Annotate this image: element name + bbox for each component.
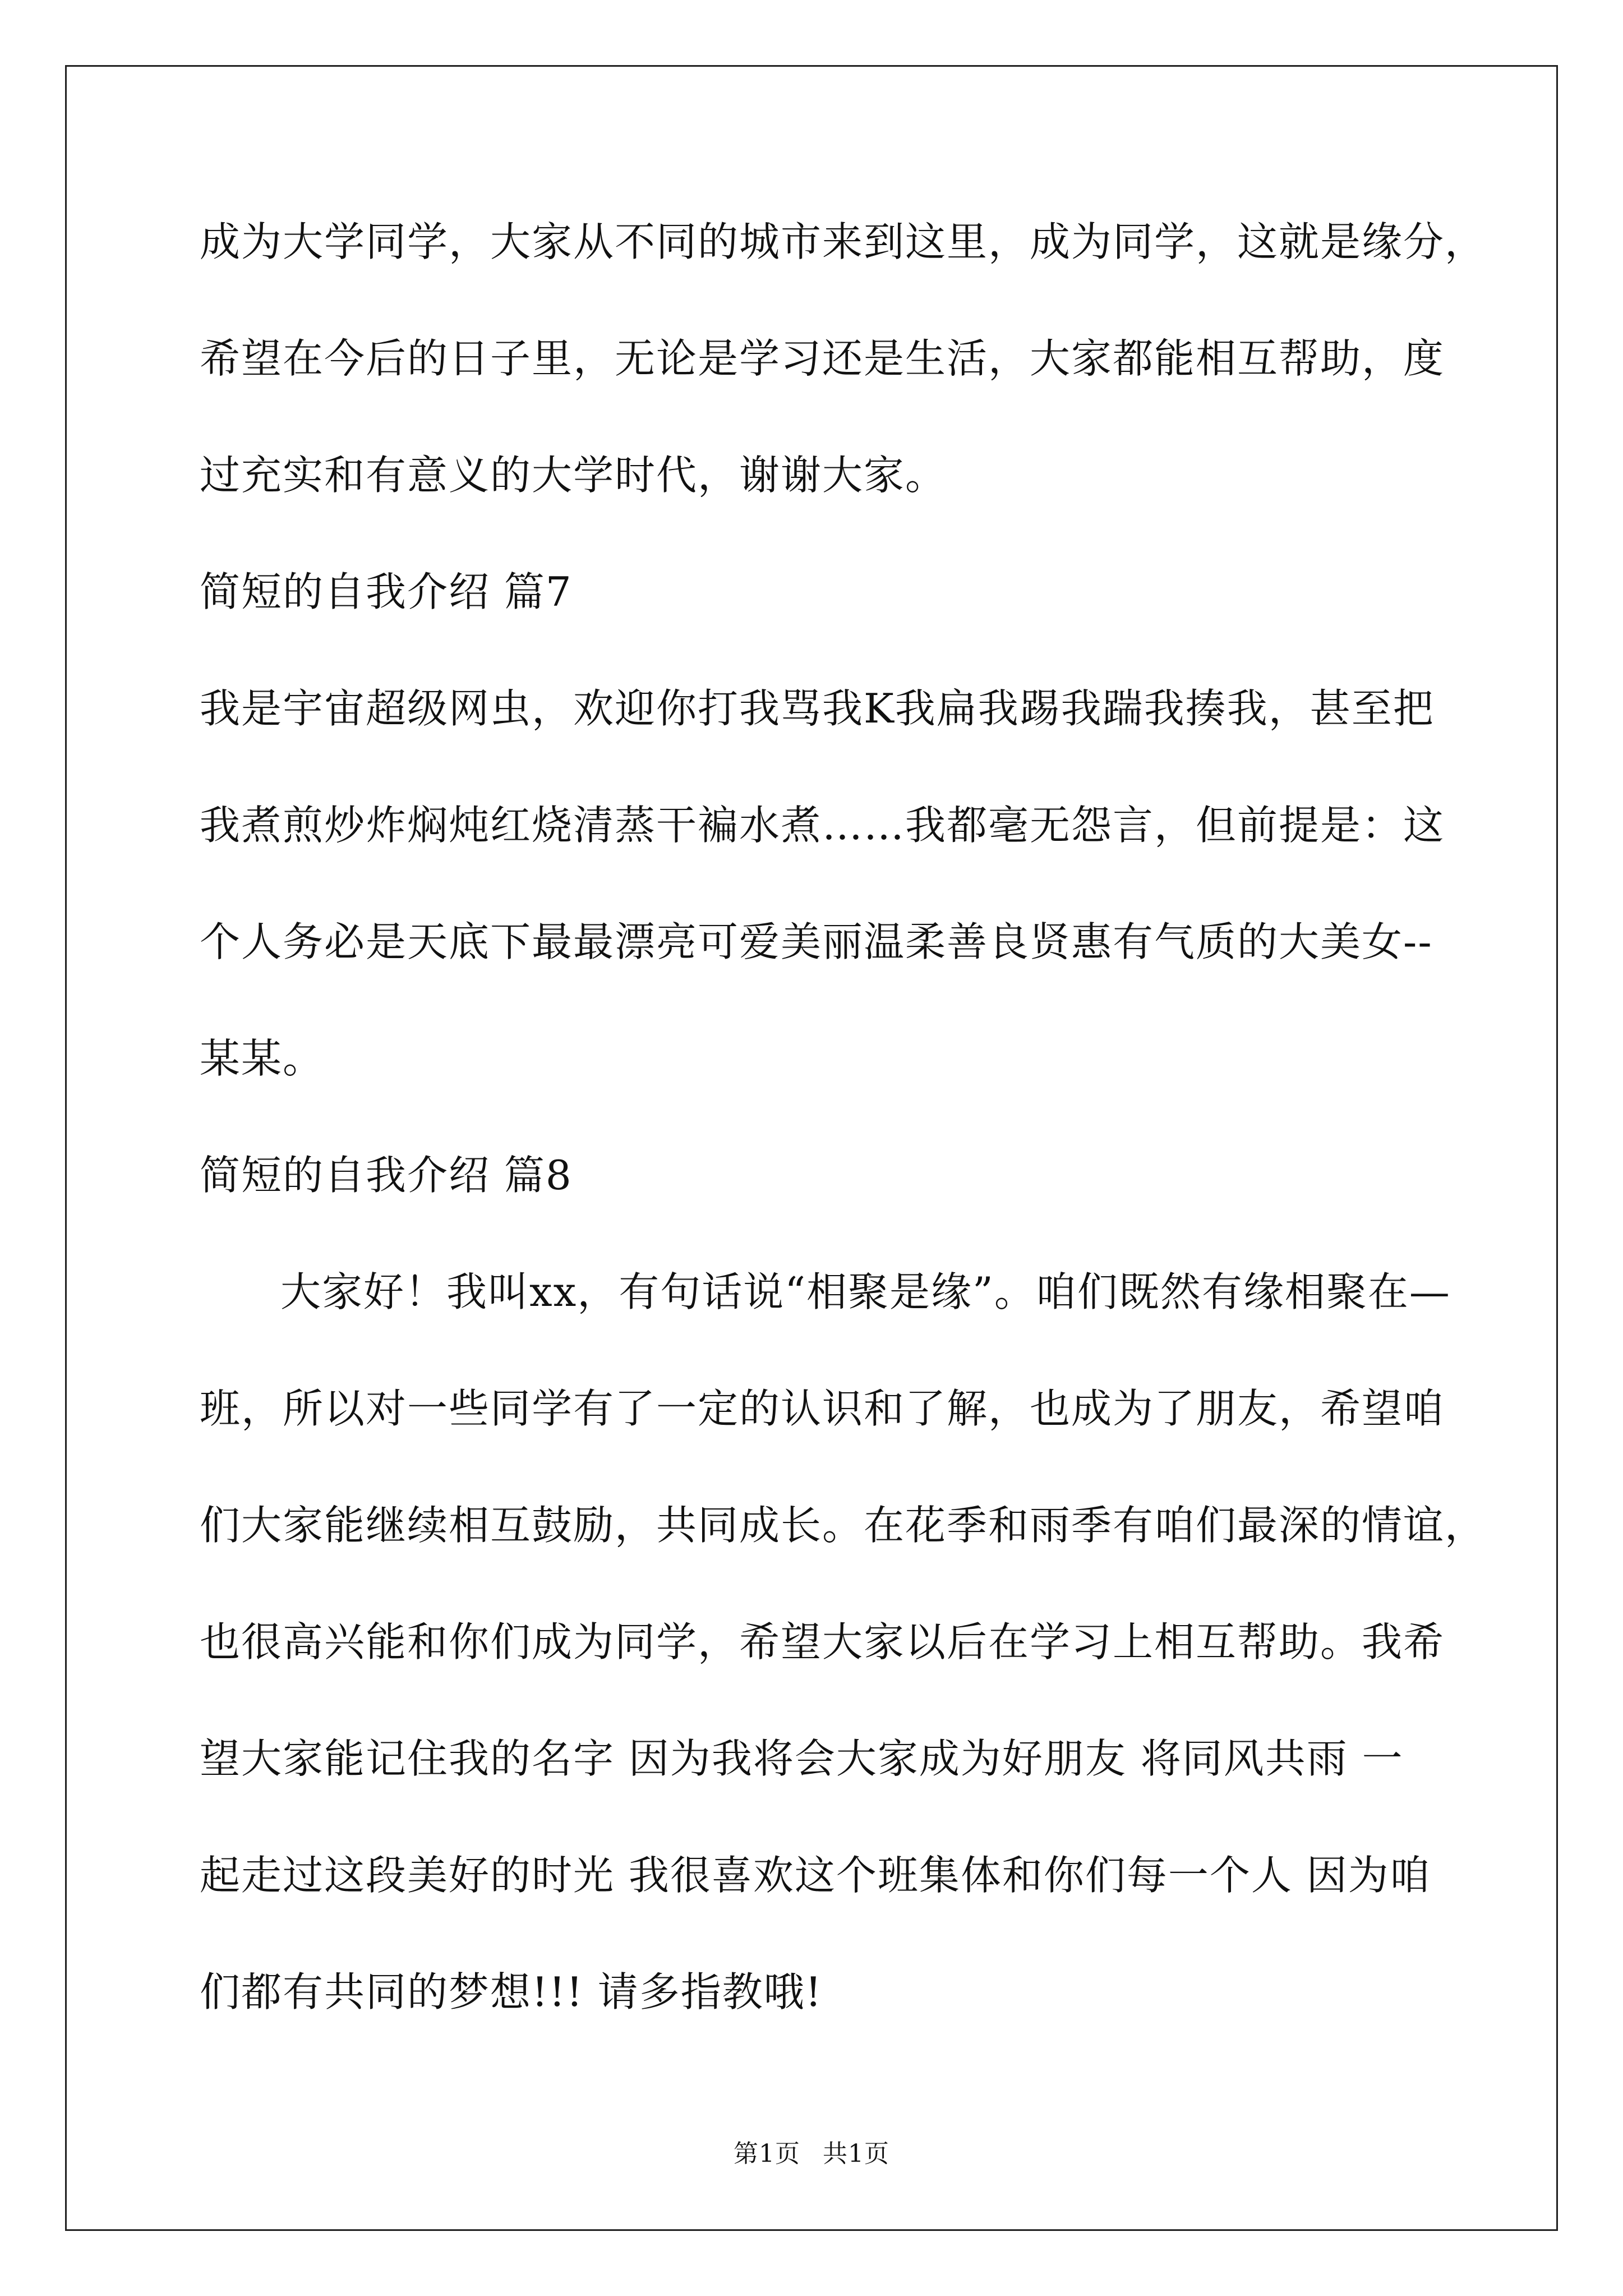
section-heading-8: 简短的自我介绍 篇8 xyxy=(200,1152,573,1199)
body-line: 也很高兴能和你们成为同学，希望大家以后在学习上相互帮助。我希 xyxy=(200,1618,1445,1665)
body-line: 个人务必是天底下最最漂亮可爱美丽温柔善良贤惠有气质的大美女-- xyxy=(200,918,1433,965)
body-line: 望大家能记住我的名字 因为我将会大家成为好朋友 将同风共雨 一 xyxy=(200,1735,1404,1782)
body-line: 我煮煎炒炸焖炖红烧清蒸干褊水煮……我都毫无怨言，但前提是：这 xyxy=(200,802,1445,849)
body-line: 成为大学同学，大家从不同的城市来到这里，成为同学，这就是缘分， xyxy=(200,218,1487,265)
body-line: 们都有共同的梦想!!! 请多指教哦! xyxy=(200,1968,823,2016)
body-line: 们大家能继续相互鼓励，共同成长。在花季和雨季有咱们最深的情谊， xyxy=(200,1502,1487,1549)
body-line: 过充实和有意义的大学时代，谢谢大家。 xyxy=(200,452,947,499)
body-line: 某某。 xyxy=(200,1035,325,1082)
body-line: 班，所以对一些同学有了一定的认识和了解，也成为了朋友，希望咱 xyxy=(200,1385,1445,1432)
body-line: 我是宇宙超级网虫，欢迎你打我骂我K我扁我踢我踹我揍我，甚至把 xyxy=(200,685,1435,732)
page-number: 第1页 xyxy=(734,2139,800,2168)
body-line: 希望在今后的日子里，无论是学习还是生活，大家都能相互帮助，度 xyxy=(200,335,1445,382)
document-body xyxy=(200,218,1487,2088)
page-footer xyxy=(0,2139,1623,2168)
section-heading-7: 简短的自我介绍 篇7 xyxy=(200,568,573,615)
body-line: 起走过这段美好的时光 我很喜欢这个班集体和你们每一个人 因为咱 xyxy=(200,1852,1431,1899)
body-line: 大家好！我叫xx，有句话说“相聚是缘”。咱们既然有缘相聚在— xyxy=(280,1268,1451,1315)
page-count: 共1页 xyxy=(823,2139,889,2168)
